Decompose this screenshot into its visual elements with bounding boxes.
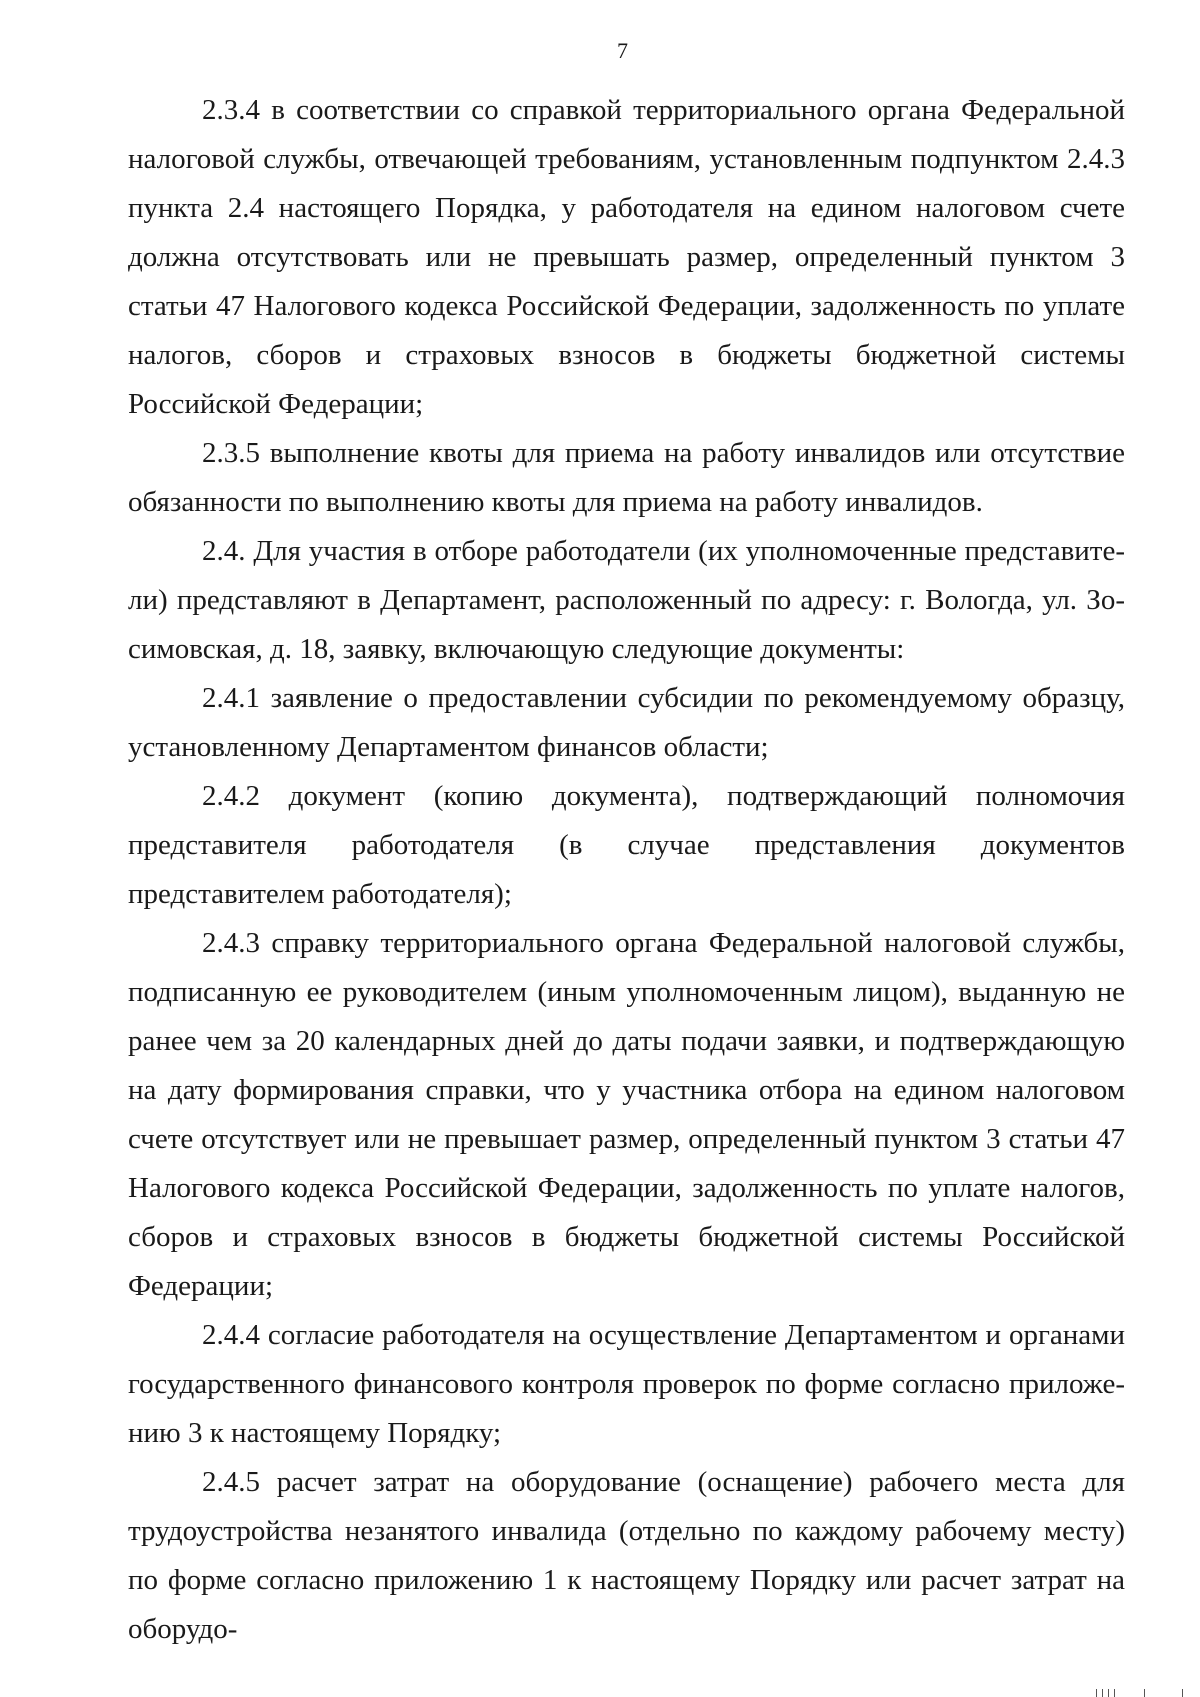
paragraph-2-4-4: 2.4.4 согласие работодателя на осуществление Департаментом и органами государственного финансового контроля проверок по форме согласно приложению 3 к настоящему Порядку; bbox=[128, 1319, 1125, 1449]
paragraph-2-3-4: 2.3.4 в соответствии со справкой территориального органа Федеральной налоговой службы, отвечающей требованиям, установленным подпунктом 2.4.3 пункта 2.4 настоящего Порядка, у работодателя на едином налоговом счете должна отсутствовать или не превышать размер, определенный пунктом 3 статьи 47 Налогового кодекса Российской Федерации, задолженность по уплате налогов, сборов и страховых взносов в бюджеты бюджетной системы Российской Федерации; bbox=[128, 94, 1125, 420]
paragraph-2-4-2: 2.4.2 документ (копию документа), подтверждающий полномочия представителя работодателя (в случае представления документов представителем работодателя); bbox=[128, 780, 1125, 910]
document-body bbox=[128, 86, 1125, 1654]
paragraph-2-4-1: 2.4.1 заявление о предоставлении субсидии по рекомендуемому образцу, установленному Департаментом финансов области; bbox=[128, 682, 1125, 763]
paragraph-2-4-3: 2.4.3 справку территориального органа Федеральной налоговой службы, подписанную ее руководителем (иным уполномоченным лицом), выданную не ранее чем за 20 календарных дней до даты подачи заявки, и подтверждающую на дату формирования справки, что у участника отбора на едином налоговом счете отсутствует или не превышает размер, определенный пунктом 3 статьи 47 Налогового кодекса Российской Федерации, задолженность по уплате налогов, сборов и страховых взносов в бюджеты бюджетной системы Российской Федерации; bbox=[128, 927, 1125, 1302]
paragraph-2-4-5: 2.4.5 расчет затрат на оборудование (оснащение) рабочего места для трудоустройства незанятого инвалида (отдельно по каждому рабочему месту) по форме согласно приложению 1 к настоящему Порядку или расчет затрат на оборудо- bbox=[128, 1466, 1125, 1645]
paragraph-2-4: 2.4. Для участия в отборе работодатели (их уполномоченные представители) представляют в Департамент, расположенный по адресу: г. Вологда, ул. Зосимовская, д. 18, заявку, включающую следующие документы: bbox=[128, 535, 1125, 665]
scan-edge-marks bbox=[1096, 1687, 1186, 1697]
paragraph-2-3-5: 2.3.5 выполнение квоты для приема на работу инвалидов или отсутствие обязанности по выполнению квоты для приема на работу инвалидов. bbox=[128, 437, 1125, 518]
page-number: 7 bbox=[617, 38, 628, 63]
